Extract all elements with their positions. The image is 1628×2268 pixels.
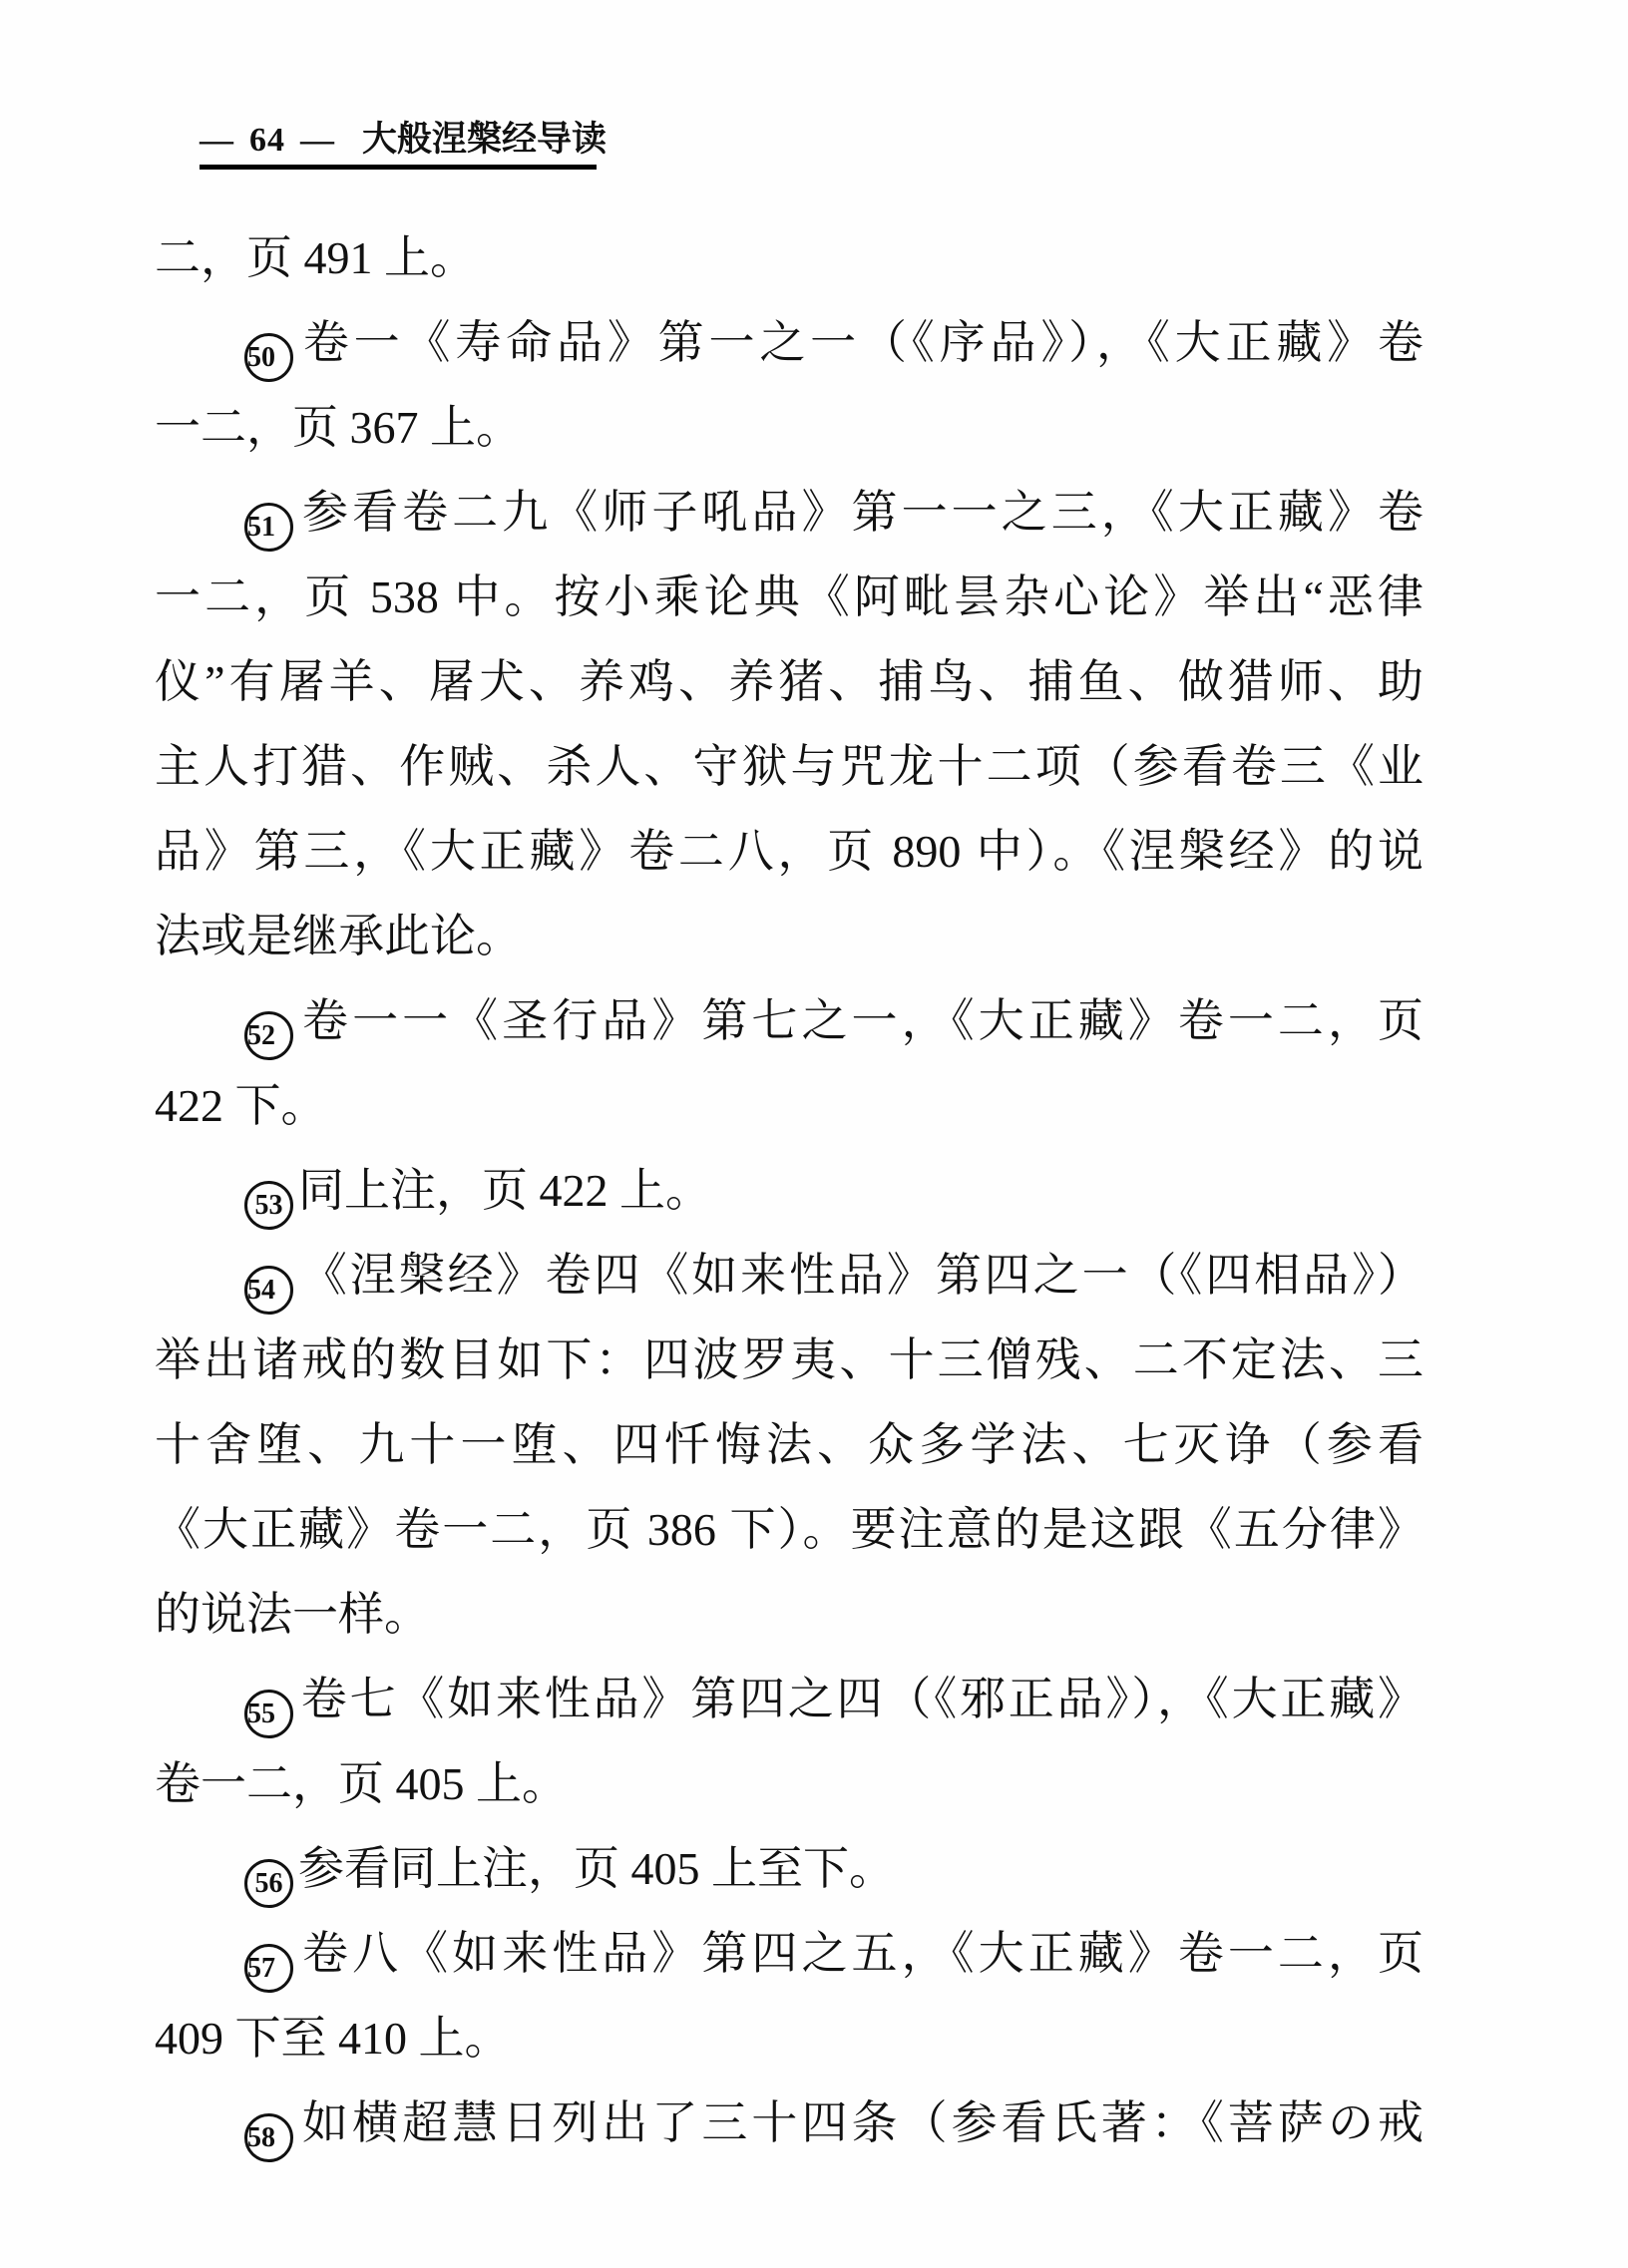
book-title: 大般涅槃经导读	[362, 120, 608, 159]
header-dash-left: —	[200, 122, 234, 159]
note-line: 品》第三，《大正藏》卷二八，页 890 中）。《涅槃经》的说	[155, 826, 1424, 877]
header-dash-right: —	[300, 122, 335, 159]
running-head	[200, 112, 607, 162]
note-line: 一二，页 367 上。	[155, 402, 522, 453]
circled-note-number: 50	[244, 333, 293, 382]
circled-note-number: 57	[244, 1944, 293, 1993]
circled-note-number: 51	[244, 503, 293, 552]
circled-note-number: 53	[244, 1181, 293, 1230]
note-line: 二，页 491 上。	[155, 232, 476, 283]
note-line: 422 下。	[155, 1080, 327, 1131]
note-line: 409 下至 410 上。	[155, 2013, 511, 2064]
note-line: 主人打猎、作贼、杀人、守狱与咒龙十二项（参看卷三《业	[155, 741, 1424, 792]
note-line: 举出诸戒的数目如下：四波罗夷、十三僧残、二不定法、三	[155, 1334, 1424, 1385]
note-line: 57 卷八《如来性品》第四之五，《大正藏》卷一二，页	[155, 1911, 1424, 1996]
note-line: 法或是继承此论。	[155, 911, 522, 961]
header-underline	[200, 165, 597, 170]
note-line: 51 参看卷二九《师子吼品》第一一之三，《大正藏》卷	[155, 470, 1424, 555]
endnotes-text-block	[155, 215, 1424, 2165]
circled-note-number: 52	[244, 1011, 293, 1060]
circled-note-number: 56	[244, 1859, 293, 1908]
note-line: 54 《涅槃经》卷四《如来性品》第四之一（《四相品》）	[155, 1233, 1424, 1318]
note-line: 一二，页 538 中。按小乘论典《阿毗昙杂心论》举出“恶律	[155, 571, 1424, 622]
circled-note-number: 58	[244, 2113, 293, 2162]
note-line: 的说法一样。	[155, 1589, 430, 1640]
note-line: 55 卷七《如来性品》第四之四（《邪正品》），《大正藏》	[155, 1657, 1424, 1741]
note-line: 《大正藏》卷一二，页 386 下）。要注意的是这跟《五分律》	[155, 1504, 1424, 1555]
circled-note-number: 55	[244, 1690, 293, 1738]
note-line: 56 参看同上注，页 405 上至下。	[155, 1826, 1424, 1911]
page-number: 64	[249, 122, 285, 159]
note-line: 仪”有屠羊、屠犬、养鸡、养猪、捕鸟、捕鱼、做猎师、助	[155, 656, 1424, 707]
note-line: 十舍堕、九十一堕、四忏悔法、众多学法、七灭诤（参看	[155, 1419, 1424, 1470]
note-line: 53 同上注，页 422 上。	[155, 1148, 1424, 1233]
note-line: 58 如横超慧日列出了三十四条（参看氏著：《菩萨の戒	[155, 2080, 1424, 2165]
circled-note-number: 54	[244, 1266, 293, 1315]
note-line: 卷一二，页 405 上。	[155, 1758, 568, 1809]
note-line: 50 卷一《寿命品》第一之一（《序品》），《大正藏》卷	[155, 300, 1424, 385]
note-line: 52 卷一一《圣行品》第七之一，《大正藏》卷一二，页	[155, 978, 1424, 1063]
